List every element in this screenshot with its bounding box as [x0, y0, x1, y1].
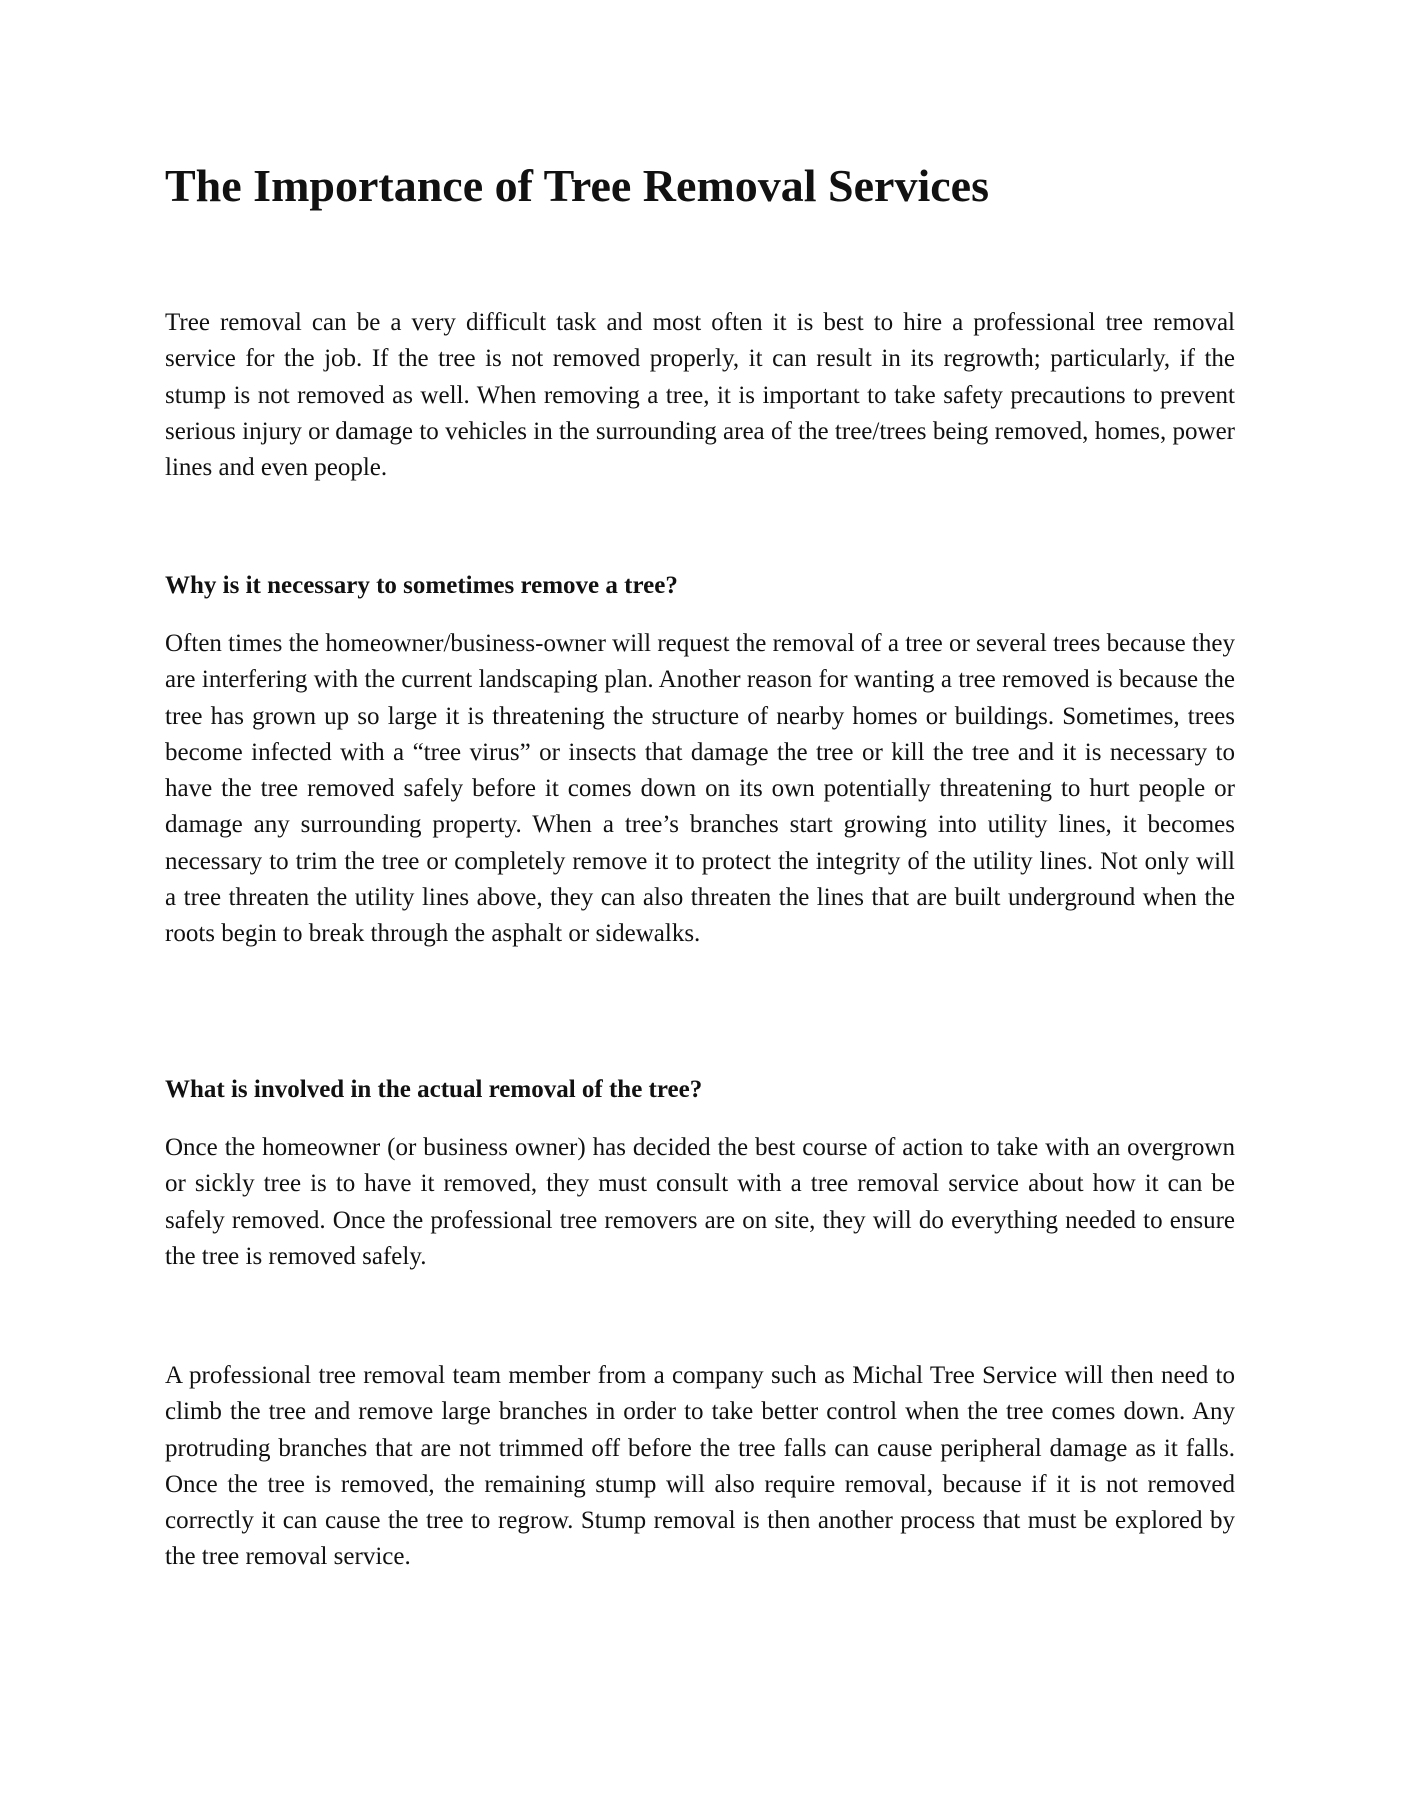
page-title: The Importance of Tree Removal Services	[165, 160, 989, 211]
section-paragraph-climbing-and-stump: A professional tree removal team member from a company such as Michal Tree Service will then need to climb the tree and remove large branches in order to take better control when the tree comes down. Any protruding branches that are not trimmed off before the tree falls can cause peripheral damage as it falls. Once the tree is removed, the remaining stump will also require removal, because if it is not removed correctly it can cause the tree to regrow. Stump removal is then another process that must be explored by the tree removal service.	[165, 1362, 1235, 1571]
section-heading-why-remove: Why is it necessary to sometimes remove a tree?	[165, 572, 678, 599]
section-paragraph-why-remove: Often times the homeowner/business-owner will request the removal of a tree or several trees because they are interfering with the current landscaping plan. Another reason for wanting a tree removed is because the tree has grown up so large it is threatening the structure of nearby homes or buildings. Sometimes, trees become infected with a “tree virus” or insects that damage the tree or kill the tree and it is necessary to have the tree removed safely before it comes down on its own potentially threatening to hurt people or damage any surrounding property. When a tree’s branches start growing into utility lines, it becomes necessary to trim the tree or completely remove it to protect the integrity of the utility lines. Not only will a tree threaten the utility lines above, they can also threaten the lines that are built underground when the roots begin to break through the asphalt or sidewalks.	[165, 630, 1235, 948]
intro-paragraph: Tree removal can be a very difficult task and most often it is best to hire a professional tree removal service for the job. If the tree is not removed properly, it can result in its regrowth; particularly, if the stump is not removed as well. When removing a tree, it is important to take safety precautions to prevent serious injury or damage to vehicles in the surrounding area of the tree/trees being removed, homes, power lines and even people.	[165, 309, 1235, 482]
section-heading-removal-process: What is involved in the actual removal of the tree?	[165, 1076, 703, 1103]
section-paragraph-consultation: Once the homeowner (or business owner) has decided the best course of action to take with an overgrown or sickly tree is to have it removed, they must consult with a tree removal service about how it can be safely removed. Once the professional tree removers are on site, they will do everything needed to ensure the tree is removed safely.	[165, 1134, 1235, 1270]
